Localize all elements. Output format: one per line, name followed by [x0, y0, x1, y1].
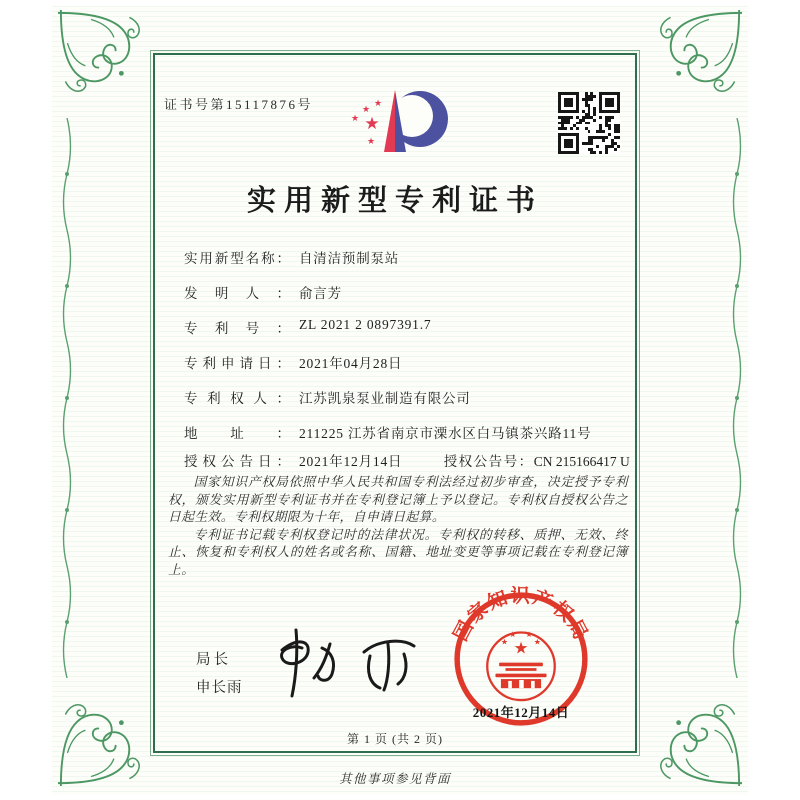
grant-no-label: 授权公告号：	[443, 454, 534, 469]
field-value: 江苏凯泉泵业制造有限公司	[299, 391, 471, 406]
svg-text:★: ★	[373, 98, 383, 108]
grant-no-value: CN 215166417 U	[533, 454, 630, 469]
signer-name: 申长雨	[196, 680, 243, 696]
field-label: 发明人：	[184, 286, 290, 301]
corner-flourish-icon	[58, 690, 154, 786]
legal-paragraph: 国家知识产权局依照中华人民共和国专利法经过初步审查，决定授予专利权，颁发实用新型专利证书并在专利登记簿上予以登记。专利权自授权公告之日起生效。专利权期限为十年，自申请日起算。	[168, 475, 628, 525]
field-label: 实用新型名称：	[184, 251, 290, 266]
svg-text:★: ★	[525, 630, 533, 640]
national-emblem-icon	[487, 630, 555, 700]
page-number: 第 1 页 (共 2 页)	[347, 732, 443, 746]
grant-date-label: 授权公告日：	[184, 454, 290, 469]
signer-title: 局长	[196, 652, 231, 668]
field-value: ZL 2021 2 0897391.7	[299, 317, 432, 332]
field-value: 2021年04月28日	[299, 356, 403, 371]
field-value: 211225 江苏省南京市溧水区白马镇茶兴路11号	[299, 426, 592, 441]
field-label: 专利权人：	[184, 391, 290, 406]
field-value: 俞言芳	[299, 286, 342, 301]
side-vine-icon	[60, 118, 74, 678]
svg-text:★: ★	[364, 114, 380, 133]
qr-code	[558, 92, 620, 154]
field-value: 自清洁预制泵站	[299, 251, 400, 266]
corner-flourish-icon	[646, 10, 742, 106]
certificate-title: 实用新型专利证书	[246, 185, 543, 217]
svg-text:★: ★	[350, 113, 360, 123]
corner-flourish-icon	[646, 690, 742, 786]
svg-text:国家知识产权局	[450, 586, 593, 645]
seal-text: 国家知识产权局	[450, 586, 592, 645]
cnipa-logo-icon	[336, 86, 466, 164]
certificate-number: 证书号第15117876号	[164, 97, 314, 112]
svg-text:★: ★	[533, 637, 542, 647]
footer-note: 其他事项参见背面	[338, 772, 451, 786]
field-row-utility-name	[184, 247, 614, 282]
svg-text:★: ★	[500, 637, 509, 647]
svg-text:★: ★	[366, 136, 376, 146]
legal-paragraph: 专利证书记载专利权登记时的法律状况。专利权的转移、质押、无效、终止、恢复和专利权人的姓名或名称、国籍、地址变更等事项记载在专利登记簿上。	[168, 527, 628, 577]
svg-text:★: ★	[361, 104, 371, 114]
signature-icon	[252, 622, 432, 707]
field-label: 地址：	[184, 426, 290, 441]
legal-text	[168, 474, 628, 580]
field-label: 专利申请日：	[184, 356, 290, 371]
field-row-patent-no	[184, 317, 614, 352]
svg-text:★: ★	[513, 638, 529, 658]
grant-row	[184, 450, 630, 470]
side-vine-icon	[730, 118, 744, 678]
field-row-patentee	[184, 387, 614, 422]
grant-date-value: 2021年12月14日	[299, 454, 403, 469]
field-list	[184, 247, 614, 457]
seal-date: 2021年12月14日	[472, 705, 570, 720]
svg-text:★: ★	[509, 630, 517, 640]
field-row-inventor	[184, 282, 614, 317]
field-row-filing-date	[184, 352, 614, 387]
corner-flourish-icon	[58, 10, 154, 106]
field-label: 专利号：	[184, 321, 290, 336]
